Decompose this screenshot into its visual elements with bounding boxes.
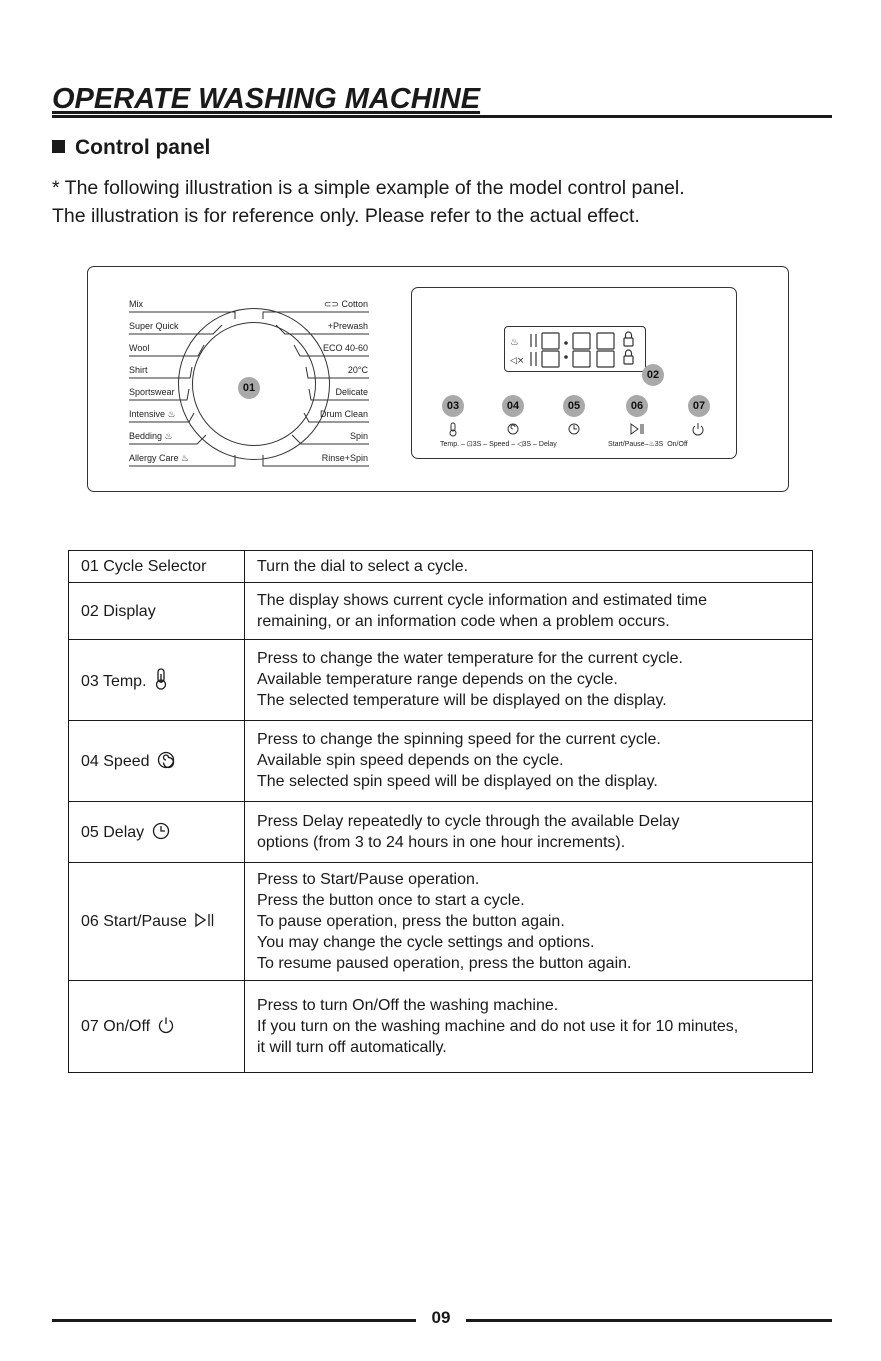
program-label-right: 20°C bbox=[347, 365, 368, 375]
table-cell-name: 01 Cycle Selector bbox=[69, 551, 245, 583]
table-cell-name: 07 On/Off bbox=[69, 981, 245, 1073]
program-label-right: Spin bbox=[349, 431, 368, 441]
table-cell-description: Press to change the spinning speed for the current cycle. Available spin speed depends on the cycle. The selected spin speed will be displayed on the display. bbox=[245, 721, 813, 802]
table-row bbox=[69, 583, 813, 640]
program-label-right: +Prewash bbox=[327, 321, 368, 331]
button-icons bbox=[412, 421, 738, 439]
thermometer-icon bbox=[154, 668, 168, 690]
program-label-left: Bedding ♨ bbox=[129, 431, 173, 441]
cotton-icon: ⊂⊃ bbox=[323, 299, 339, 309]
footer-rule-left bbox=[52, 1319, 416, 1322]
program-label-right: Drum Clean bbox=[319, 409, 368, 419]
program-label-left: Super Quick bbox=[129, 321, 179, 331]
mute-icon: ◁× bbox=[510, 356, 525, 366]
clock-icon bbox=[152, 822, 170, 840]
table-cell-description: Press to change the water temperature for the current cycle. Available temperature range depends on the cycle. The selected temperature will be displayed on the display. bbox=[245, 640, 813, 721]
callout-badge-04: 04 bbox=[502, 395, 524, 417]
table-cell-name: 02 Display bbox=[69, 583, 245, 640]
section-heading: Control panel bbox=[52, 136, 210, 160]
power-icon[interactable] bbox=[693, 423, 703, 435]
page-number: 09 bbox=[431, 1308, 451, 1327]
program-label-right: ⊂⊃ Cotton bbox=[323, 299, 368, 309]
table-cell-description: Press to Start/Pause operation. Press the button once to start a cycle. To pause operation, press the button again. You may change the cycle settings and options. To resume paused operation, press the button again. bbox=[245, 863, 813, 981]
program-label-left: Sportswear bbox=[129, 387, 175, 397]
steam-icon: ♨ bbox=[167, 409, 176, 419]
table-row bbox=[69, 802, 813, 863]
program-label-left: Mix bbox=[129, 299, 143, 309]
mute-icon: ◁ bbox=[517, 441, 523, 448]
table-cell-description: The display shows current cycle information and estimated time remaining, or an information code when a problem occurs. bbox=[245, 583, 813, 640]
button-label-row: Temp. – ⊡3S – Speed – ◁3S – Delay bbox=[440, 441, 557, 448]
page-title: OPERATE WASHING MACHINE bbox=[52, 84, 832, 118]
program-label-left: Wool bbox=[129, 343, 150, 353]
table-cell-name: 03 Temp. bbox=[69, 640, 245, 721]
program-label-left: Shirt bbox=[129, 365, 148, 375]
power-icon bbox=[157, 1016, 175, 1034]
callout-badge-06: 06 bbox=[626, 395, 648, 417]
program-label-left: Allergy Care ♨ bbox=[129, 453, 190, 463]
table-row bbox=[69, 551, 813, 583]
intro-text bbox=[52, 174, 685, 230]
table-cell-description: Press to turn On/Off the washing machine. If you turn on the washing machine and do not use it for 10 minutes, it will turn off automatically. bbox=[245, 981, 813, 1073]
program-label-right: Rinse+Spin bbox=[321, 453, 368, 463]
program-label-right: ECO 40-60 bbox=[322, 343, 368, 353]
table-row bbox=[69, 640, 813, 721]
play-pause-icon bbox=[194, 912, 216, 928]
callout-badge-02: 02 bbox=[642, 364, 664, 386]
spin-icon bbox=[157, 751, 175, 769]
clock-icon[interactable] bbox=[569, 424, 579, 434]
bullet-square-icon bbox=[52, 140, 65, 153]
steam-icon: ♨ bbox=[648, 441, 655, 448]
control-panel-illustration bbox=[87, 266, 789, 492]
table-row bbox=[69, 863, 813, 981]
table-row bbox=[69, 981, 813, 1073]
callout-badge-03: 03 bbox=[442, 395, 464, 417]
thermometer-icon[interactable] bbox=[450, 423, 456, 436]
child-lock-icon: ⊡ bbox=[466, 441, 473, 448]
table-cell-name: 04 Speed bbox=[69, 721, 245, 802]
display-panel bbox=[411, 287, 737, 459]
program-label-right: Delicate bbox=[335, 387, 368, 397]
program-label-left: Intensive ♨ bbox=[129, 409, 176, 419]
steam-icon: ♨ bbox=[510, 337, 519, 348]
lcd-display bbox=[504, 326, 646, 372]
lcd-digits bbox=[505, 327, 647, 373]
steam-icon: ♨ bbox=[181, 453, 190, 463]
control-description-table bbox=[68, 550, 813, 1073]
spin-icon[interactable] bbox=[508, 424, 518, 434]
steam-icon: ♨ bbox=[164, 431, 173, 441]
intro-line-1: * The following illustration is a simple example of the model control panel. bbox=[52, 177, 685, 199]
callout-badge-05: 05 bbox=[563, 395, 585, 417]
table-cell-name: 06 Start/Pause bbox=[69, 863, 245, 981]
button-label-row-right: Start/Pause–♨3S On/Off bbox=[608, 441, 688, 448]
play-pause-icon[interactable] bbox=[631, 424, 643, 434]
table-cell-description: Turn the dial to select a cycle. bbox=[245, 551, 813, 583]
callout-badge-07: 07 bbox=[688, 395, 710, 417]
table-row bbox=[69, 721, 813, 802]
table-cell-name: 05 Delay bbox=[69, 802, 245, 863]
callout-badge-01: 01 bbox=[238, 377, 260, 399]
footer-rule-right bbox=[466, 1319, 832, 1322]
intro-line-2: The illustration is for reference only. Please refer to the actual effect. bbox=[52, 205, 640, 227]
table-cell-description: Press Delay repeatedly to cycle through the available Delay options (from 3 to 24 hours in one hour increments). bbox=[245, 802, 813, 863]
